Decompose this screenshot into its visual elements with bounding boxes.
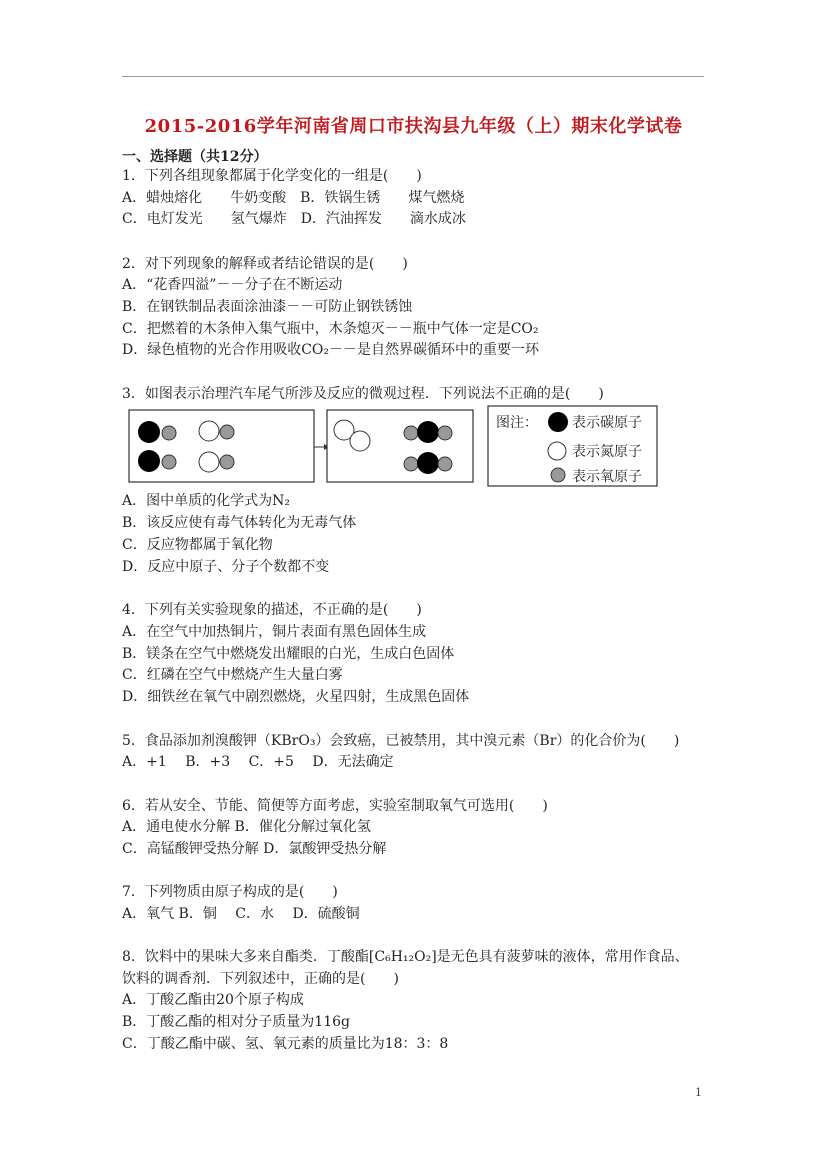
- header-rule: [122, 76, 704, 77]
- question-2-option-c: C．把燃着的木条伸入集气瓶中，木条熄灭－－瓶中气体一定是CO₂: [122, 321, 539, 337]
- nitrogen-atom-icon: [548, 442, 566, 460]
- page-number: 1: [695, 1086, 702, 1099]
- question-3-stem: 3．如图表示治理汽车尾气所涉及反应的微观过程．下列说法不正确的是( ): [122, 386, 604, 402]
- legend-nitrogen: 表示氮原子: [572, 444, 642, 460]
- section-heading: 一、选择题（共12分）: [122, 149, 268, 165]
- question-5-options: A．+1 B．+3 C．+5 D．无法确定: [122, 754, 394, 770]
- question-6-option-ab: A．通电使水分解 B．催化分解过氧化氢: [122, 819, 371, 835]
- question-3-option-a: A．图中单质的化学式为N₂: [122, 493, 290, 509]
- question-8-stem: 8．饮料中的果味大多来自酯类．丁酸酯[C₆H₁₂O₂]是无色具有菠萝味的液体，常用作食品、: [122, 949, 689, 965]
- question-2-option-b: B．在钢铁制品表面涂油漆－－可防止钢铁锈蚀: [122, 299, 413, 315]
- question-7-options: A．氧气 B．铜 C．水 D．硫酸铜: [122, 906, 360, 922]
- no-molecule: [199, 452, 234, 472]
- question-8-option-a: A．丁酸乙酯由20个原子构成: [122, 992, 304, 1008]
- legend-title: 图注：: [496, 415, 538, 431]
- question-6-stem: 6．若从安全、节能、简便等方面考虑，实验室制取氧气可选用( ): [122, 798, 548, 814]
- exam-title: 2015-2016学年河南省周口市扶沟县九年级（上）期末化学试卷: [144, 116, 683, 137]
- question-1-option-cd: C．电灯发光 氢气爆炸 D．汽油挥发 滴水成冰: [122, 211, 466, 227]
- carbon-atom-icon: [548, 412, 568, 432]
- question-8-stem-cont: 饮料的调香剂．下列叙述中，正确的是( ): [122, 971, 399, 987]
- question-1-option-ab: A．蜡烛熔化 牛奶变酸 B．铁锅生锈 煤气燃烧: [122, 190, 465, 206]
- question-2-stem: 2．对下列现象的解释或者结论错误的是( ): [122, 256, 408, 272]
- question-4-option-c: C．红磷在空气中燃烧产生大量白雾: [122, 667, 343, 683]
- question-8-option-b: B．丁酸乙酯的相对分子质量为116g: [122, 1014, 350, 1030]
- question-1-stem: 1．下列各组现象都属于化学变化的一组是( ): [122, 168, 422, 184]
- question-4-option-a: A．在空气中加热铜片，铜片表面有黑色固体生成: [122, 624, 427, 640]
- reaction-figure: [128, 405, 660, 489]
- question-4-option-b: B．镁条在空气中燃烧发出耀眼的白光，生成白色固体: [122, 646, 455, 662]
- question-3-option-c: C．反应物都属于氧化物: [122, 537, 273, 553]
- oxygen-atom-icon: [551, 468, 565, 482]
- legend-carbon: 表示碳原子: [572, 415, 642, 431]
- question-8-option-c: C．丁酸乙酯中碳、氢、氧元素的质量比为18：3：8: [122, 1036, 449, 1052]
- question-3-option-b: B．该反应使有毒气体转化为无毒气体: [122, 515, 357, 531]
- question-6-option-cd: C．高锰酸钾受热分解 D．氯酸钾受热分解: [122, 841, 387, 857]
- question-2-option-d: D．绿色植物的光合作用吸收CO₂－－是自然界碳循环中的重要一环: [122, 342, 540, 358]
- question-4-option-d: D．细铁丝在氧气中剧烈燃烧，火星四射，生成黑色固体: [122, 689, 470, 705]
- question-5-stem: 5．食品添加剂溴酸钾（KBrO₃）会致癌，已被禁用，其中溴元素（Br）的化合价为( ): [122, 733, 680, 749]
- question-7-stem: 7．下列物质由原子构成的是( ): [122, 884, 338, 900]
- question-3-option-d: D．反应中原子、分子个数都不变: [122, 559, 330, 575]
- question-2-option-a: A．“花香四溢”－－分子在不断运动: [122, 277, 343, 293]
- question-4-stem: 4．下列有关实验现象的描述，不正确的是( ): [122, 602, 422, 618]
- reactants-box: [129, 410, 314, 482]
- legend-oxygen: 表示氧原子: [572, 469, 642, 485]
